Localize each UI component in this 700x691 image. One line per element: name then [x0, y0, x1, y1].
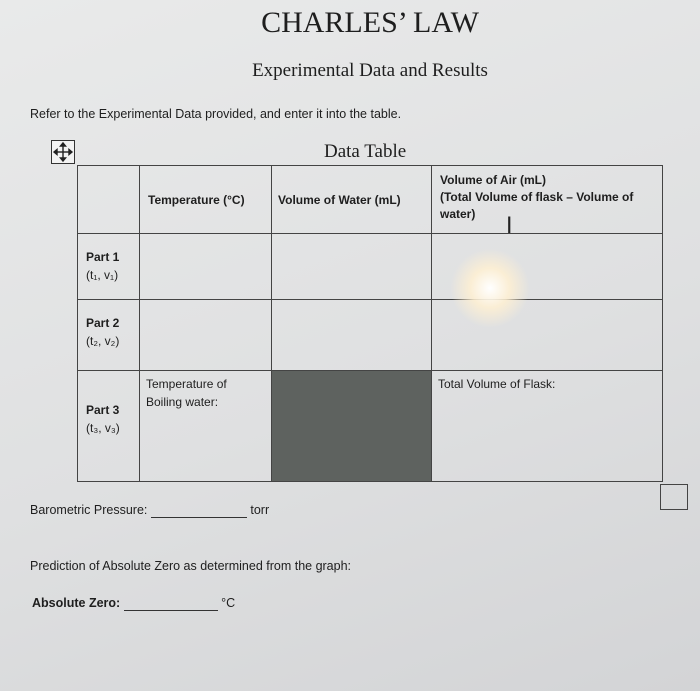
data-table: [77, 165, 663, 482]
page-title: CHARLES’ LAW: [261, 6, 479, 39]
row-label-part3: [78, 371, 140, 482]
part2-temperature-cell[interactable]: [140, 300, 272, 371]
table-row: [78, 300, 663, 371]
header-temperature: Temperature (°C): [140, 166, 272, 234]
prediction-label: Prediction of Absolute Zero as determined from the graph:: [30, 559, 352, 573]
part1-temperature-cell[interactable]: [140, 234, 272, 300]
total-volume-flask-note: Total Volume of Flask:: [438, 377, 556, 391]
part3-volume-water-shaded-cell: [272, 371, 432, 482]
row-label-text: Part 3: [86, 403, 120, 417]
absolute-zero-input[interactable]: [124, 596, 218, 611]
row-label-part1: [78, 234, 140, 300]
row-label-part2: [78, 300, 140, 371]
header-volume-air: [432, 166, 663, 234]
barometric-label: Barometric Pressure:: [30, 503, 148, 517]
row-label-sub: (t₂, v₂): [86, 334, 120, 348]
part3-volume-air-cell[interactable]: [432, 371, 663, 482]
header-volume-air-detail: (Total Volume of flask – Volume of water): [440, 190, 634, 221]
part3-temperature-cell[interactable]: [140, 371, 272, 482]
table-move-handle[interactable]: [51, 140, 75, 164]
absolute-zero-unit: °C: [221, 596, 236, 610]
header-volume-water: Volume of Water (mL): [272, 166, 432, 234]
barometric-input[interactable]: [151, 503, 247, 518]
table-resize-handle[interactable]: [660, 484, 688, 510]
row-label-sub: (t₃, v₃): [86, 421, 120, 435]
part1-volume-air-cell[interactable]: [432, 234, 663, 300]
row-label-text: Part 1: [86, 250, 120, 264]
barometric-unit: torr: [250, 503, 270, 517]
absolute-zero-label: Absolute Zero:: [32, 596, 121, 610]
row-label-sub: (t₁, v₁): [86, 268, 119, 282]
absolute-zero-line: [32, 596, 235, 611]
table-row: [78, 234, 663, 300]
part2-volume-air-cell[interactable]: [432, 300, 663, 371]
header-row: [78, 166, 663, 234]
header-empty-cell: [78, 166, 140, 234]
row-label-text: Part 2: [86, 316, 120, 330]
barometric-line: [30, 503, 269, 518]
move-arrows-icon: [52, 141, 74, 163]
part2-volume-water-cell[interactable]: [272, 300, 432, 371]
table-row: [78, 371, 663, 482]
instructions-text: Refer to the Experimental Data provided, and enter it into the table.: [30, 107, 402, 121]
header-volume-air-title: Volume of Air (mL): [440, 173, 546, 187]
page-subtitle: Experimental Data and Results: [252, 60, 488, 81]
boiling-water-note: Temperature of Boiling water:: [146, 377, 227, 409]
text-cursor-icon: I: [506, 214, 513, 239]
table-caption: Data Table: [324, 141, 407, 162]
part1-volume-water-cell[interactable]: [272, 234, 432, 300]
